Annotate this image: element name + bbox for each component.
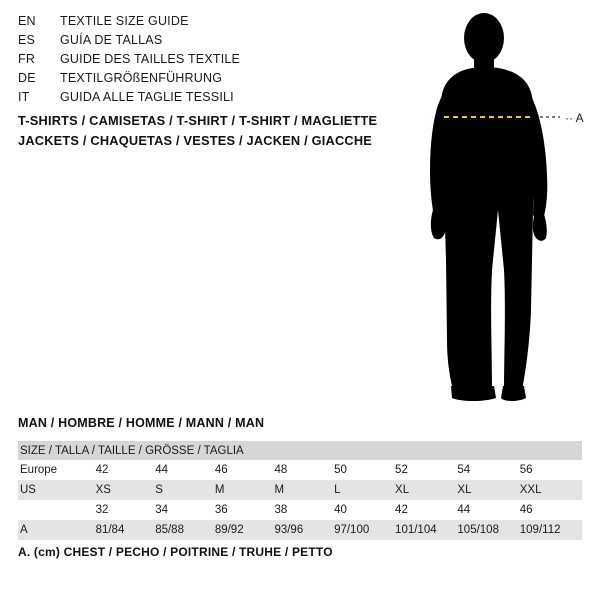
size-table [18, 441, 582, 540]
row-value: 50 [334, 460, 395, 480]
language-text: TEXTILE SIZE GUIDE [60, 14, 189, 28]
language-row [18, 14, 378, 33]
row-value: 46 [215, 460, 275, 480]
footnote-chest: A. (cm) CHEST / PECHO / POITRINE / TRUHE / PETTO [18, 545, 333, 559]
row-value: M [215, 480, 275, 500]
row-value: 34 [155, 500, 215, 520]
language-code: IT [18, 90, 30, 104]
row-value: 48 [274, 460, 334, 480]
language-row [18, 33, 378, 52]
row-value: 32 [96, 500, 156, 520]
row-value: 89/92 [215, 520, 275, 540]
table-header-row [18, 441, 582, 460]
chest-callout-label: ·· A [565, 111, 584, 125]
row-value: 36 [215, 500, 275, 520]
language-text: GUIDE DES TAILLES TEXTILE [60, 52, 241, 66]
language-code: DE [18, 71, 36, 85]
row-value: 44 [457, 500, 519, 520]
row-label: A [18, 520, 96, 540]
row-value: XS [96, 480, 156, 500]
table-row [18, 480, 582, 500]
row-value: XL [457, 480, 519, 500]
row-value: 56 [520, 460, 582, 480]
row-value: 40 [334, 500, 395, 520]
row-value: 97/100 [334, 520, 395, 540]
row-value: 42 [96, 460, 156, 480]
row-label: Europe [18, 460, 96, 480]
row-value: 42 [395, 500, 457, 520]
row-value: XL [395, 480, 457, 500]
row-value: S [155, 480, 215, 500]
language-row [18, 90, 378, 109]
row-value: M [274, 480, 334, 500]
category-tshirts: T-SHIRTS / CAMISETAS / T-SHIRT / T-SHIRT / MAGLIETTE [18, 113, 378, 128]
language-text: GUIDA ALLE TAGLIE TESSILI [60, 90, 234, 104]
category-jackets: JACKETS / CHAQUETAS / VESTES / JACKEN / GIACCHE [18, 133, 373, 148]
row-value: 46 [520, 500, 582, 520]
male-silhouette-figure [400, 10, 600, 410]
language-code: EN [18, 14, 36, 28]
row-label [18, 500, 96, 520]
language-row [18, 52, 378, 71]
table-row [18, 460, 582, 480]
language-text: TEXTILGRÖßENFÜHRUNG [60, 71, 223, 85]
row-value: 44 [155, 460, 215, 480]
row-value: 109/112 [520, 520, 582, 540]
language-code: ES [18, 33, 36, 47]
row-label: US [18, 480, 96, 500]
row-value: 38 [274, 500, 334, 520]
row-value: 105/108 [457, 520, 519, 540]
table-header-cell: SIZE / TALLA / TAILLE / GRÖSSE / TAGLIA [18, 441, 582, 460]
row-value: XXL [520, 480, 582, 500]
row-value: 101/104 [395, 520, 457, 540]
row-value: 81/84 [96, 520, 156, 540]
row-value: 85/88 [155, 520, 215, 540]
language-code: FR [18, 52, 36, 66]
row-value: 93/96 [274, 520, 334, 540]
table-row [18, 520, 582, 540]
silhouette-svg [400, 10, 600, 410]
row-value: L [334, 480, 395, 500]
language-text: GUÍA DE TALLAS [60, 33, 163, 47]
row-value: 54 [457, 460, 519, 480]
section-title-man: MAN / HOMBRE / HOMME / MANN / MAN [18, 416, 265, 430]
silhouette-body [430, 13, 547, 401]
language-row [18, 71, 378, 90]
category-headings [18, 111, 418, 151]
language-list [18, 14, 378, 109]
table-row [18, 500, 582, 520]
row-value: 52 [395, 460, 457, 480]
